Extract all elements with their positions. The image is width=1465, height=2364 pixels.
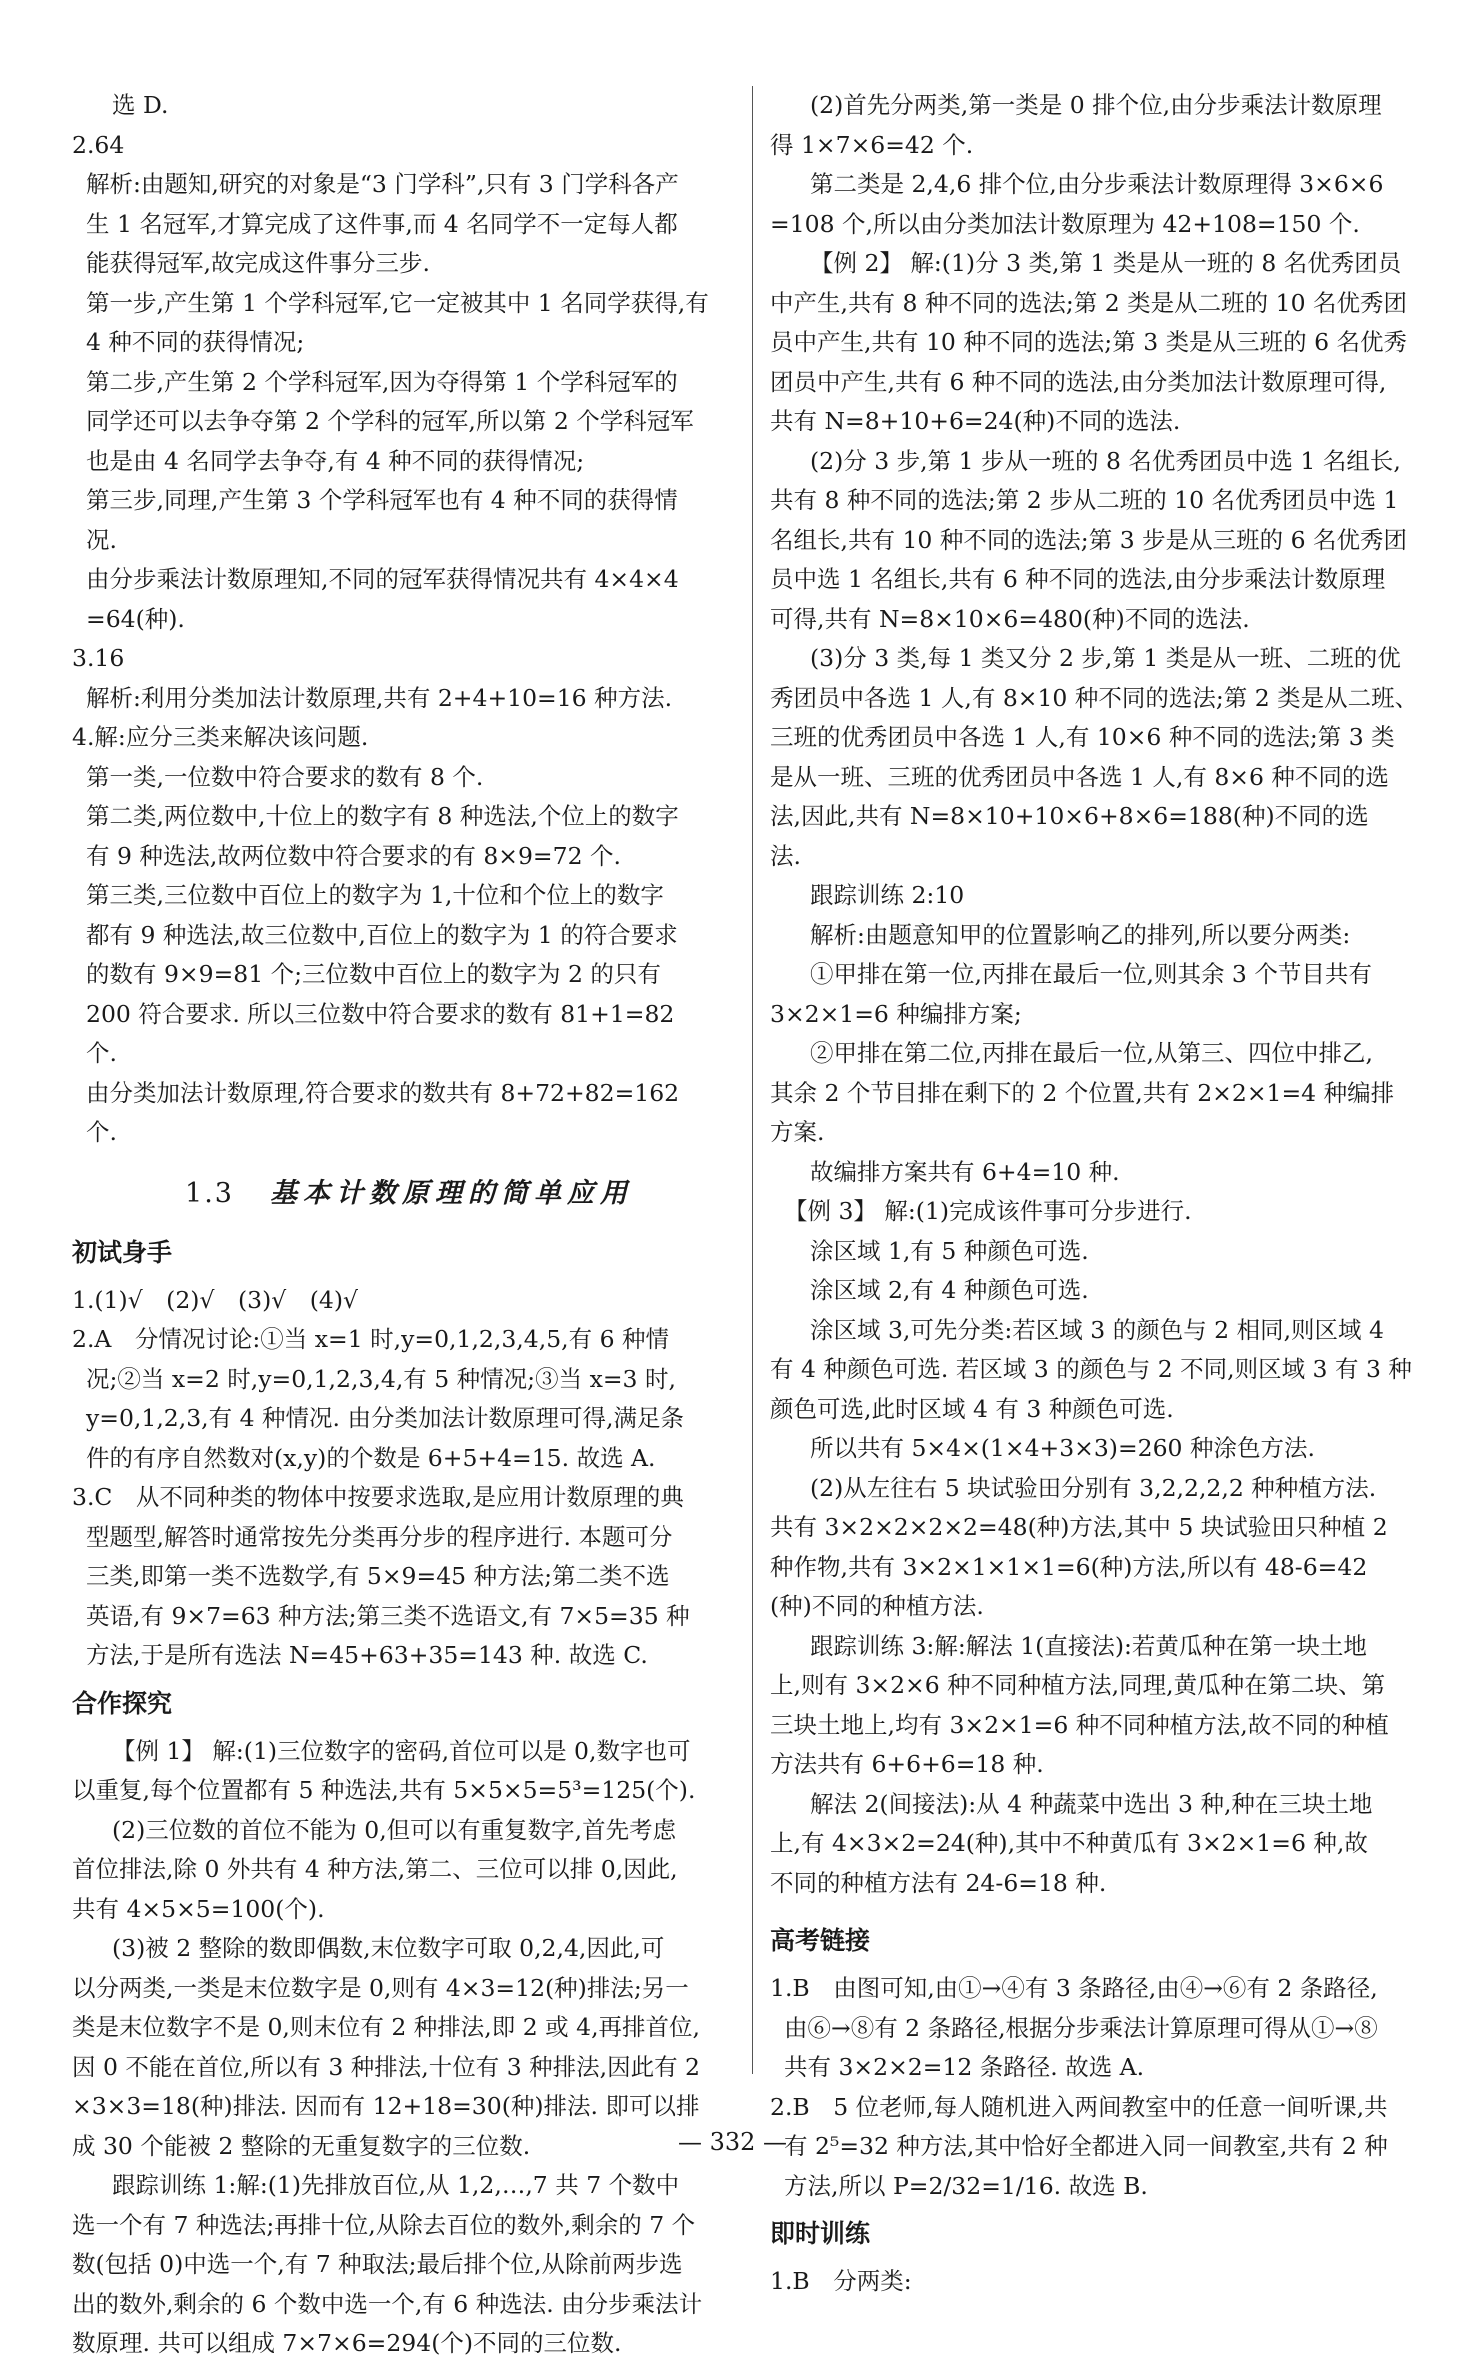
text-line: 都有 9 种选法,故三位数中,百位上的数字为 1 的符合要求: [86, 920, 678, 949]
text-line: 200 符合要求. 所以三位数中符合要求的数有 81+1=82: [86, 999, 675, 1028]
text-line: 2.B 5 位老师,每人随机进入两间教室中的任意一间听课,共: [770, 2092, 1388, 2121]
text-line: 三块土地上,均有 3×2×1=6 种不同种植方法,故不同的种植: [770, 1710, 1389, 1739]
text-line: 成 30 个能被 2 整除的无重复数字的三位数.: [72, 2131, 531, 2160]
page-number: — 332 —: [677, 2128, 788, 2156]
text-line: 第一类,一位数中符合要求的数有 8 个.: [86, 762, 484, 791]
text-line: 可得,共有 N=8×10×6=480(种)不同的选法.: [770, 604, 1250, 633]
text-line: 以分两类,一类是末位数字是 0,则有 4×3=12(种)排法;另一: [72, 1973, 689, 2002]
text-line: 第三步,同理,产生第 3 个学科冠军也有 4 种不同的获得情: [86, 486, 678, 514]
text-line: 颜色可选,此时区域 4 有 3 种颜色可选.: [770, 1394, 1174, 1423]
text-line: ①甲排在第一位,丙排在最后一位,则其余 3 个节目共有: [810, 960, 1372, 988]
text-line: 况;②当 x=2 时,y=0,1,2,3,4,有 5 种情况;③当 x=3 时,: [86, 1364, 676, 1393]
text-line: 共有 3×2×2×2×2=48(种)方法,其中 5 块试验田只种植 2: [770, 1513, 1388, 1541]
text-line: 有 9 种选法,故两位数中符合要求的有 8×9=72 个.: [86, 841, 621, 870]
text-line: 由⑥→⑧有 2 条路径,根据分步乘法计算原理可得从①→⑧: [784, 2013, 1378, 2042]
text-line: 团员中产生,共有 6 种不同的选法,由分类加法计数原理可得,: [770, 367, 1387, 396]
text-line: 的数有 9×9=81 个;三位数中百位上的数字为 2 的只有: [86, 960, 661, 988]
column-divider: [752, 86, 753, 2074]
text-line: 法.: [770, 841, 801, 870]
text-line: 方案.: [770, 1118, 825, 1146]
text-line: 个.: [86, 1039, 117, 1067]
text-line: 选一个有 7 种选法;再排十位,从除去百位的数外,剩余的 7 个: [72, 2210, 696, 2239]
text-line: 中产生,共有 8 种不同的选法;第 2 类是从二班的 10 名优秀团: [770, 288, 1408, 317]
text-line: 能获得冠军,故完成这件事分三步.: [86, 249, 430, 277]
text-line: 共有 N=8+10+6=24(种)不同的选法.: [770, 407, 1181, 435]
text-line: (2)从左往右 5 块试验田分别有 3,2,2,2,2 种种植方法.: [810, 1473, 1377, 1502]
left-column: [72, 86, 746, 2364]
text-line: 数(包括 0)中选一个,有 7 种取法;最后排个位,从除前两步选: [72, 2250, 683, 2278]
text-line: 跟踪训练 2:10: [810, 881, 965, 909]
right-column: [770, 86, 1419, 2302]
text-line: 共有 8 种不同的选法;第 2 步从二班的 10 名优秀团员中选 1: [770, 486, 1399, 514]
text-line: 跟踪训练 1:解:(1)先排放百位,从 1,2,…,7 共 7 个数中: [112, 2171, 680, 2199]
text-line: 解析:利用分类加法计数原理,共有 2+4+10=16 种方法.: [86, 683, 673, 712]
section-heading: [72, 1163, 746, 1225]
text-line: 上,有 4×3×2=24(种),其中不种黄瓜有 3×2×1=6 种,故: [770, 1829, 1368, 1857]
text-line: 员中选 1 名组长,共有 6 种不同的选法,由分步乘法计数原理: [770, 565, 1386, 593]
text-line: 第一步,产生第 1 个学科冠军,它一定被其中 1 名同学获得,有: [86, 288, 709, 317]
text-line: ②甲排在第二位,丙排在最后一位,从第三、四位中排乙,: [810, 1039, 1373, 1067]
text-line: 解析:由题知,研究的对象是“3 门学科”,只有 3 门学科各产: [86, 170, 679, 198]
text-line: 1.B 分两类:: [770, 2267, 912, 2295]
text-line: 解法 2(间接法):从 4 种蔬菜中选出 3 种,种在三块土地: [810, 1789, 1373, 1818]
text-line: 跟踪训练 3:解:解法 1(直接法):若黄瓜种在第一块土地: [810, 1631, 1367, 1660]
text-line: 首位排法,除 0 外共有 4 种方法,第二、三位可以排 0,因此,: [72, 1855, 678, 1883]
subheading-instant-training: 即时训练: [770, 2219, 871, 2248]
text-line: 个.: [86, 1118, 117, 1146]
text-line: 由分步乘法计数原理知,不同的冠军获得情况共有 4×4×4: [86, 565, 679, 593]
first-try-block: [72, 1281, 746, 1676]
text-line: 第二类,两位数中,十位上的数字有 8 种选法,个位上的数字: [86, 802, 679, 830]
text-line: 得 1×7×6=42 个.: [770, 130, 974, 159]
text-line: 类是末位数字不是 0,则末位有 2 种排法,即 2 或 4,再排首位,: [72, 2013, 701, 2041]
right-answers-block: [770, 86, 1419, 1903]
text-line: 【例 2】 解:(1)分 3 类,第 1 类是从一班的 8 名优秀团员: [810, 249, 1402, 277]
text-line: 共有 3×2×2=12 条路径. 故选 A.: [784, 2053, 1145, 2081]
text-line: 法,因此,共有 N=8×10+10×6+8×6=188(种)不同的选: [770, 802, 1369, 830]
text-line: 共有 4×5×5=100(个).: [72, 1894, 325, 1923]
text-line: 方法共有 6+6+6=18 种.: [770, 1750, 1044, 1778]
text-line: 件的有序自然数对(x,y)的个数是 6+5+4=15. 故选 A.: [86, 1443, 656, 1472]
text-line: 【例 1】 解:(1)三位数字的密码,首位可以是 0,数字也可: [112, 1736, 691, 1765]
text-line: 三班的优秀团员中各选 1 人,有 10×6 种不同的选法;第 3 类: [770, 723, 1395, 751]
text-line: 同学还可以去争夺第 2 个学科的冠军,所以第 2 个学科冠军: [86, 407, 694, 435]
text-line: 型题型,解答时通常按先分类再分步的程序进行. 本题可分: [86, 1522, 673, 1551]
text-line: (3)分 3 类,每 1 类又分 2 步,第 1 类是从一班、二班的优: [810, 644, 1401, 672]
text-line: 方法,于是所有选法 N=45+63+35=143 种. 故选 C.: [86, 1641, 648, 1669]
text-line: 因 0 不能在首位,所以有 3 种排法,十位有 3 种排法,因此有 2: [72, 2052, 701, 2081]
text-line: 生 1 名冠军,才算完成了这件事,而 4 名同学不一定每人都: [86, 209, 678, 238]
text-line: 3×2×1=6 种编排方案;: [770, 999, 1022, 1028]
instant-training-block: [770, 2262, 1410, 2302]
left-answers-block: [72, 86, 746, 1153]
text-line: 种作物,共有 3×2×1×1×1=6(种)方法,所以有 48-6=42: [770, 1552, 1368, 1581]
text-line: 3.C 从不同种类的物体中按要求选取,是应用计数原理的典: [72, 1483, 684, 1511]
subheading-first-try: 初试身手: [72, 1237, 173, 1267]
text-line: 秀团员中各选 1 人,有 8×10 种不同的选法;第 2 类是从二班、: [770, 683, 1419, 712]
text-line: 第二步,产生第 2 个学科冠军,因为夺得第 1 个学科冠军的: [86, 367, 678, 396]
text-line: 不同的种植方法有 24-6=18 种.: [770, 1868, 1107, 1897]
text-line: 选 D.: [112, 91, 169, 119]
text-line: 1.(1)√ (2)√ (3)√ (4)√: [72, 1285, 358, 1314]
text-line: (种)不同的种植方法.: [770, 1592, 984, 1620]
text-line: 名组长,共有 10 种不同的选法;第 3 步是从三班的 6 名优秀团: [770, 525, 1408, 554]
text-line: 第二类是 2,4,6 排个位,由分步乘法计数原理得 3×6×6: [810, 170, 1384, 198]
text-line: 方法,所以 P=2/32=1/16. 故选 B.: [784, 2171, 1148, 2200]
text-line: 涂区域 1,有 5 种颜色可选.: [810, 1236, 1089, 1265]
text-line: 有 4 种颜色可选. 若区域 3 的颜色与 2 不同,则区域 3 有 3 种: [770, 1355, 1412, 1383]
text-line: y=0,1,2,3,有 4 种情况. 由分类加法计数原理可得,满足条: [86, 1404, 684, 1432]
exam-link-block: [770, 1969, 1410, 2206]
text-line: =64(种).: [86, 604, 185, 633]
section-number: 1.3: [185, 1177, 234, 1209]
text-line: 上,则有 3×2×6 种不同种植方法,同理,黄瓜种在第二块、第: [770, 1671, 1386, 1699]
text-line: 3.16: [72, 644, 125, 672]
section-title-text: 基本计数原理的简单应用: [269, 1177, 633, 1209]
text-line: (2)分 3 步,第 1 步从一班的 8 名优秀团员中选 1 名组长,: [810, 446, 1401, 475]
text-line: 涂区域 2,有 4 种颜色可选.: [810, 1276, 1089, 1304]
text-line: 解析:由题意知甲的位置影响乙的排列,所以要分两类:: [810, 920, 1351, 949]
text-line: 【例 3】 解:(1)完成该件事可分步进行.: [784, 1197, 1192, 1225]
subheading-cooperation: 合作探究: [72, 1688, 173, 1718]
text-line: (2)三位数的首位不能为 0,但可以有重复数字,首先考虑: [112, 1815, 677, 1844]
text-line: 员中产生,共有 10 种不同的选法;第 3 类是从三班的 6 名优秀: [770, 328, 1408, 356]
text-line: 4.解:应分三类来解决该问题.: [72, 723, 369, 751]
text-line: ×3×3=18(种)排法. 因而有 12+18=30(种)排法. 即可以排: [72, 2092, 700, 2120]
text-line: 由分类加法计数原理,符合要求的数共有 8+72+82=162: [86, 1078, 680, 1107]
text-line: 出的数外,剩余的 6 个数中选一个,有 6 种选法. 由分步乘法计: [72, 2289, 703, 2318]
text-line: =108 个,所以由分类加法计数原理为 42+108=150 个.: [770, 209, 1360, 238]
text-line: 所以共有 5×4×(1×4+3×3)=260 种涂色方法.: [810, 1434, 1315, 1462]
text-line: 也是由 4 名同学去争夺,有 4 种不同的获得情况;: [86, 446, 585, 475]
text-line: 故编排方案共有 6+4=10 种.: [810, 1157, 1120, 1186]
text-line: 涂区域 3,可先分类:若区域 3 的颜色与 2 相同,则区域 4: [810, 1315, 1384, 1344]
text-line: 以重复,每个位置都有 5 种选法,共有 5×5×5=5³=125(个).: [72, 1776, 696, 1804]
text-line: 况.: [86, 525, 117, 554]
text-line: (2)首先分两类,第一类是 0 排个位,由分步乘法计数原理: [810, 91, 1382, 119]
subheading-exam-link: 高考链接: [770, 1926, 871, 1955]
text-line: 2.64: [72, 130, 125, 159]
text-line: 三类,即第一类不选数学,有 5×9=45 种方法;第二类不选: [86, 1562, 670, 1590]
text-line: 数原理. 共可以组成 7×7×6=294(个)不同的三位数.: [72, 2329, 622, 2357]
text-line: 其余 2 个节目排在剩下的 2 个位置,共有 2×2×1=4 种编排: [770, 1078, 1395, 1107]
text-line: 第三类,三位数中百位上的数字为 1,十位和个位上的数字: [86, 881, 664, 909]
cooperation-block: [72, 1732, 746, 2364]
text-line: 英语,有 9×7=63 种方法;第三类不选语文,有 7×5=35 种: [86, 1601, 690, 1630]
text-line: 是从一班、三班的优秀团员中各选 1 人,有 8×6 种不同的选: [770, 762, 1389, 791]
text-line: 有 2⁵=32 种方法,其中恰好全都进入同一间教室,共有 2 种: [784, 2132, 1388, 2160]
text-line: 4 种不同的获得情况;: [86, 328, 305, 356]
text-line: (3)被 2 整除的数即偶数,末位数字可取 0,2,4,因此,可: [112, 1934, 665, 1962]
text-line: 1.B 由图可知,由①→④有 3 条路径,由④→⑥有 2 条路径,: [770, 1974, 1378, 2002]
text-line: 2.A 分情况讨论:①当 x=1 时,y=0,1,2,3,4,5,有 6 种情: [72, 1325, 670, 1353]
